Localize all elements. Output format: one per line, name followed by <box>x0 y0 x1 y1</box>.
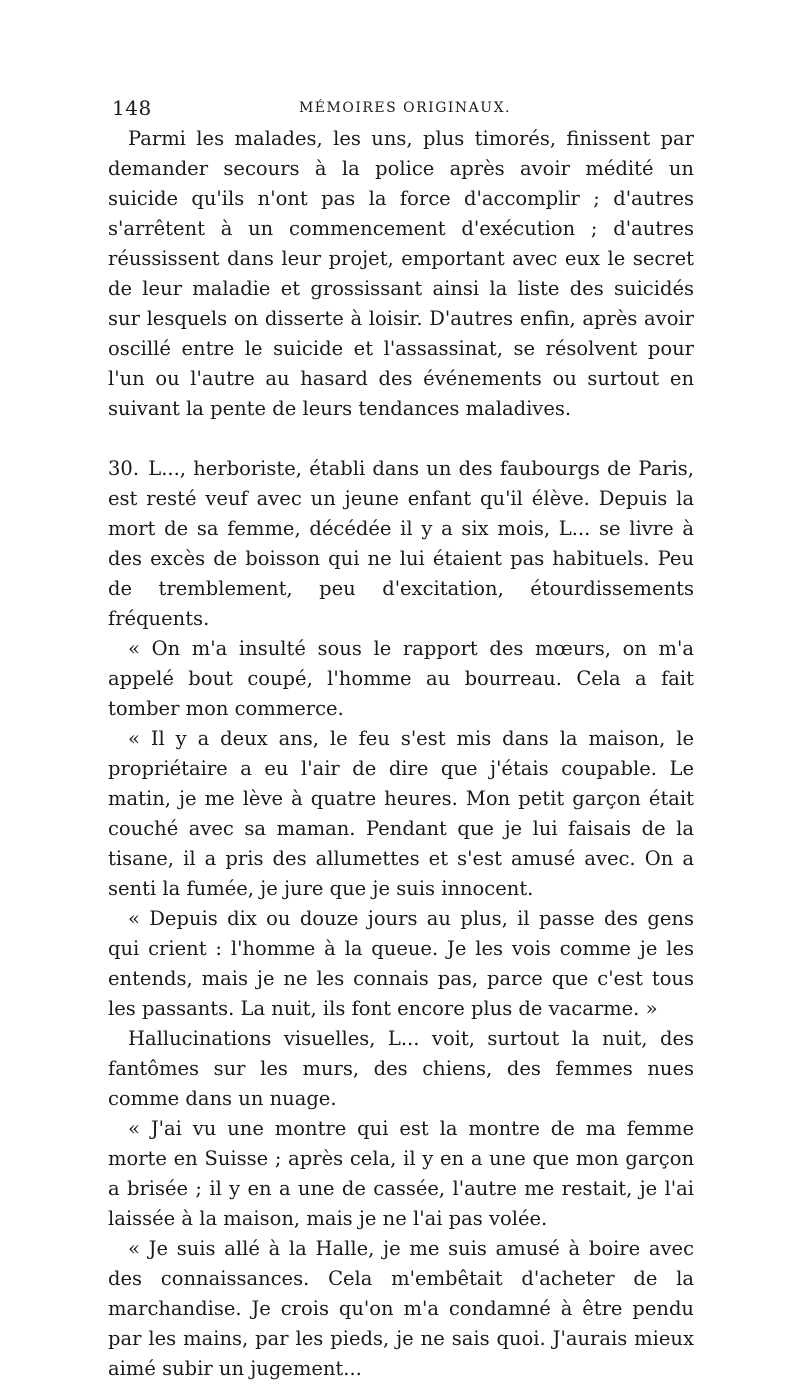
quote-paragraph: « Je suis allé à la Halle, je me suis amusé à boire avec des connaissances. Cela m'embêtait d'acheter de la marchandise. Je crois qu'on m'a condamné à être pendu par les mains, par les pieds, je ne sais quoi. J'aurais mieux aimé subir un jugement... <box>108 1237 694 1380</box>
quote-paragraph: « On m'a insulté sous le rapport des mœurs, on m'a appelé bout coupé, l'homme au bourreau. Cela a fait tomber mon commerce. <box>108 637 694 720</box>
quote-paragraph: « Depuis dix ou douze jours au plus, il passe des gens qui crient : l'homme à la queue. Je les vois comme je les entends, mais je ne les connais pas, parce que c'est tous les passants. La nuit, ils font encore plus de vacarme. » <box>108 907 694 1020</box>
page-number: 148 <box>112 96 152 120</box>
case-text: L..., herboriste, établi dans un des faubourgs de Paris, est resté veuf avec un jeune enfant qu'il élève. Depuis la mort de sa femme, décédée il y a six mois, L... se livre à des excès de boisson qui ne lui étaient pas habituels. Peu de tremblement, peu d'excitation, étourdissements fréquents. <box>108 457 695 630</box>
case-paragraph <box>108 454 694 634</box>
page-header <box>112 96 698 120</box>
quote-paragraph: « Il y a deux ans, le feu s'est mis dans la maison, le propriétaire a eu l'air de dire que j'étais coupable. Le matin, je me lève à quatre heures. Mon petit garçon était couché avec sa maman. Pendant que je lui faisais de la tisane, il a pris des allumettes et s'est amusé avec. On a senti la fumée, je jure que je suis innocent. <box>108 727 694 900</box>
quote-paragraph: « J'ai vu une montre qui est la montre de ma femme morte en Suisse ; après cela, il y en a une que mon garçon a brisée ; il y en a une de cassée, l'autre me restait, je l'ai laissée à la maison, mais je ne l'ai pas volée. <box>108 1117 694 1230</box>
case-number: 30. <box>108 457 140 480</box>
intro-paragraph: Parmi les malades, les uns, plus timorés, finissent par demander secours à la police après avoir médité un suicide qu'ils n'ont pas la force d'accomplir ; d'autres s'arrêtent à un commencement d'exécution ; d'autres réussissent dans leur projet, emportant avec eux le secret de leur maladie et grossissant ainsi la liste des suicidés sur lesquels on disserte à loisir. D'autres enfin, après avoir oscillé entre le suicide et l'assassinat, se résolvent pour l'un ou l'autre au hasard des événements ou surtout en suivant la pente de leurs tendances maladives. <box>108 127 694 420</box>
running-head: MÉMOIRES ORIGINAUX. <box>298 100 512 116</box>
body-text <box>108 124 694 1384</box>
observation-paragraph: Hallucinations visuelles, L... voit, surtout la nuit, des fantômes sur les murs, des chiens, des femmes nues comme dans un nuage. <box>108 1027 694 1110</box>
